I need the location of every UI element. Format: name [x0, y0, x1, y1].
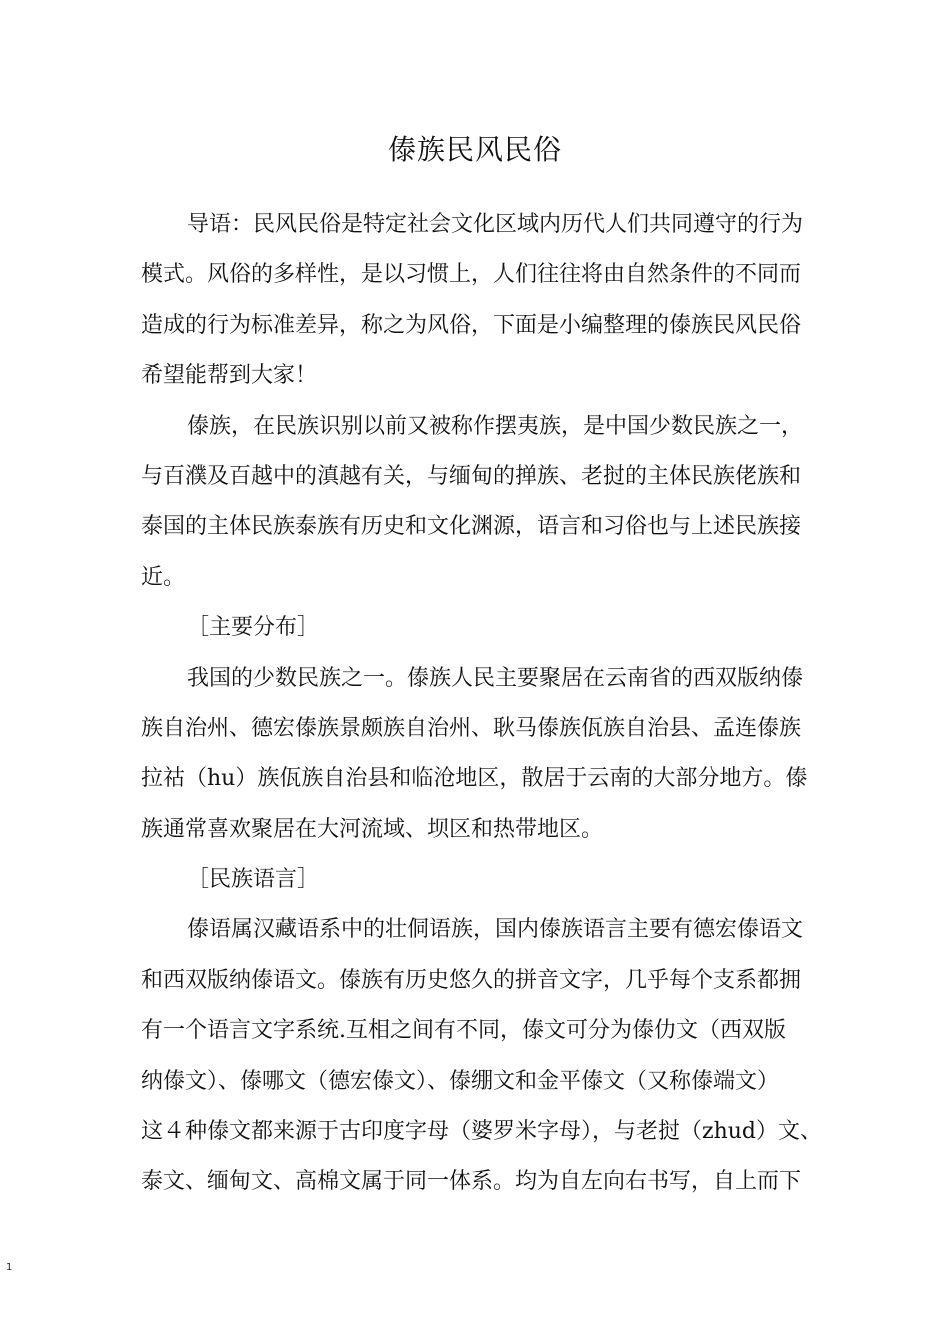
body-line: 造成的行为标准差异，称之为风俗，下面是小编整理的傣族民风民俗 — [141, 312, 802, 338]
body-line: 这４种傣文都来源于古印度字母（婆罗米字母），与老挝（zhud）文、 — [141, 1119, 823, 1145]
page-number: 1 — [6, 1262, 13, 1273]
body-line: 我国的少数民族之一。傣族人民主要聚居在云南省的西双版纳傣 — [187, 665, 804, 691]
body-line: 和西双版纳傣语文。傣族有历史悠久的拼音文字，几乎每个支系都拥 — [141, 967, 802, 993]
body-line: 近。 — [141, 564, 186, 590]
body-line: 傣语属汉藏语系中的壮侗语族，国内傣族语言主要有德宏傣语文 — [187, 917, 804, 943]
body-line: 族自治州、德宏傣族景颇族自治州、耿马傣族佤族自治县、孟连傣族 — [141, 715, 802, 741]
body-line: 傣族，在民族识别以前又被称作摆夷族，是中国少数民族之一， — [187, 413, 804, 439]
document-title: 傣族民风民俗 — [387, 133, 562, 166]
document-body — [141, 200, 841, 1208]
body-line: 与百濮及百越中的滇越有关，与缅甸的掸族、老挝的主体民族佬族和 — [141, 463, 802, 489]
body-line: 导语：民风民俗是特定社会文化区域内历代人们共同遵守的行为 — [187, 212, 804, 237]
body-line: 模式。风俗的多样性，是以习惯上，人们往往将由自然条件的不同而 — [141, 262, 802, 288]
body-line: 泰国的主体民族泰族有历史和文化渊源，语言和习俗也与上述民族接 — [141, 514, 802, 540]
body-line: 有一个语言文字系统.互相之间有不同，傣文可分为傣仂文（西双版 — [141, 1018, 786, 1044]
body-line: 拉祜（hu）族佤族自治县和临沧地区，散居于云南的大部分地方。傣 — [141, 766, 808, 792]
body-line: 纳傣文）、傣哪文（德宏傣文）、傣绷文和金平傣文（又称傣端文） — [141, 1068, 780, 1094]
section-heading-distribution: ［主要分布］ — [187, 615, 320, 641]
body-line: 希望能帮到大家！ — [141, 363, 318, 389]
body-line: 泰文、缅甸文、高棉文属于同一体系。均为自左向右书写，自上而下 — [141, 1169, 802, 1195]
body-line: 族通常喜欢聚居在大河流域、坝区和热带地区。 — [141, 816, 604, 842]
section-heading-language: ［民族语言］ — [187, 867, 320, 893]
